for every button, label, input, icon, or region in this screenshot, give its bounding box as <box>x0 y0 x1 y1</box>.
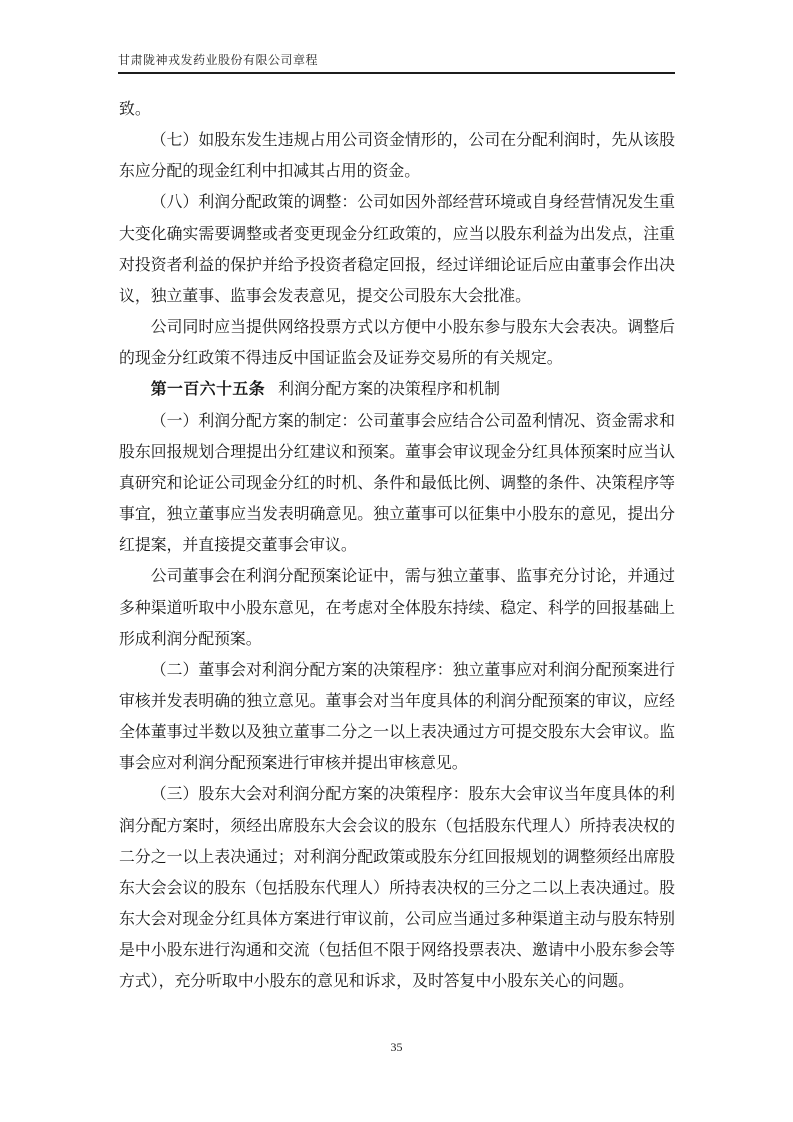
article-title: 利润分配方案的决策程序和机制 <box>278 381 500 399</box>
paragraph: 公司同时应当提供网络投票方式以方便中小股东参与股东大会表决。调整后的现金分红政策不得违反中国证监会及证券交易所的有关规定。 <box>119 319 675 368</box>
document-body <box>119 94 675 998</box>
page-header <box>118 52 675 74</box>
paragraph: 致。 <box>119 101 151 118</box>
paragraph: 公司董事会在利润分配预案论证中，需与独立董事、监事充分讨论，并通过多种渠道听取中小股东意见，在考虑对全体股东持续、稳定、科学的回报基础上形成利润分配预案。 <box>119 568 675 648</box>
article-heading <box>119 374 675 405</box>
paragraph: （七）如股东发生违规占用公司资金情形的，公司在分配利润时，先从该股东应分配的现金红利中扣减其占用的资金。 <box>119 132 675 181</box>
document-title: 甘肃陇神戎发药业股份有限公司章程 <box>118 53 319 67</box>
paragraph: （三）股东大会对利润分配方案的决策程序：股东大会审议当年度具体的利润分配方案时，须经出席股东大会会议的股东（包括股东代理人）所持表决权的二分之一以上表决通过；对利润分配政策或股东分红回报规划的调整须经出席股东大会会议的股东（包括股东代理人）所持表决权的三分之二以上表决通过。股东大会对现金分红具体方案进行审议前，公司应当通过多种渠道主动与股东特别是中小股东进行沟通和交流（包括但不限于网络投票表决、邀请中小股东参会等方式），充分听取中小股东的意见和诉求，及时答复中小股东关心的问题。 <box>119 786 675 991</box>
paragraph: （八）利润分配政策的调整：公司如因外部经营环境或自身经营情况发生重大变化确实需要调整或者变更现金分红政策的，应当以股东利益为出发点，注重对投资者利益的保护并给予投资者稳定回报，经过详细论证后应由董事会作出决议，独立董事、监事会发表意见，提交公司股东大会批准。 <box>119 194 675 305</box>
page-footer <box>0 1038 793 1056</box>
paragraph: （二）董事会对利润分配方案的决策程序：独立董事应对利润分配预案进行审核并发表明确的独立意见。董事会对当年度具体的利润分配预案的审议，应经全体董事过半数以及独立董事二分之一以上表决通过方可提交股东大会审议。监事会应对利润分配预案进行审核并提出审核意见。 <box>119 661 675 773</box>
page-number: 35 <box>390 1040 403 1054</box>
article-number: 第一百六十五条 <box>150 381 266 399</box>
header-rule <box>118 72 675 74</box>
paragraph: （一）利润分配方案的制定：公司董事会应结合公司盈利情况、资金需求和股东回报规划合理提出分红建议和预案。董事会审议现金分红具体预案时应当认真研究和论证公司现金分红的时机、条件和最低比例、调整的条件、决策程序等事宜，独立董事应当发表明确意见。独立董事可以征集中小股东的意见，提出分红提案，并直接提交董事会审议。 <box>119 412 675 555</box>
